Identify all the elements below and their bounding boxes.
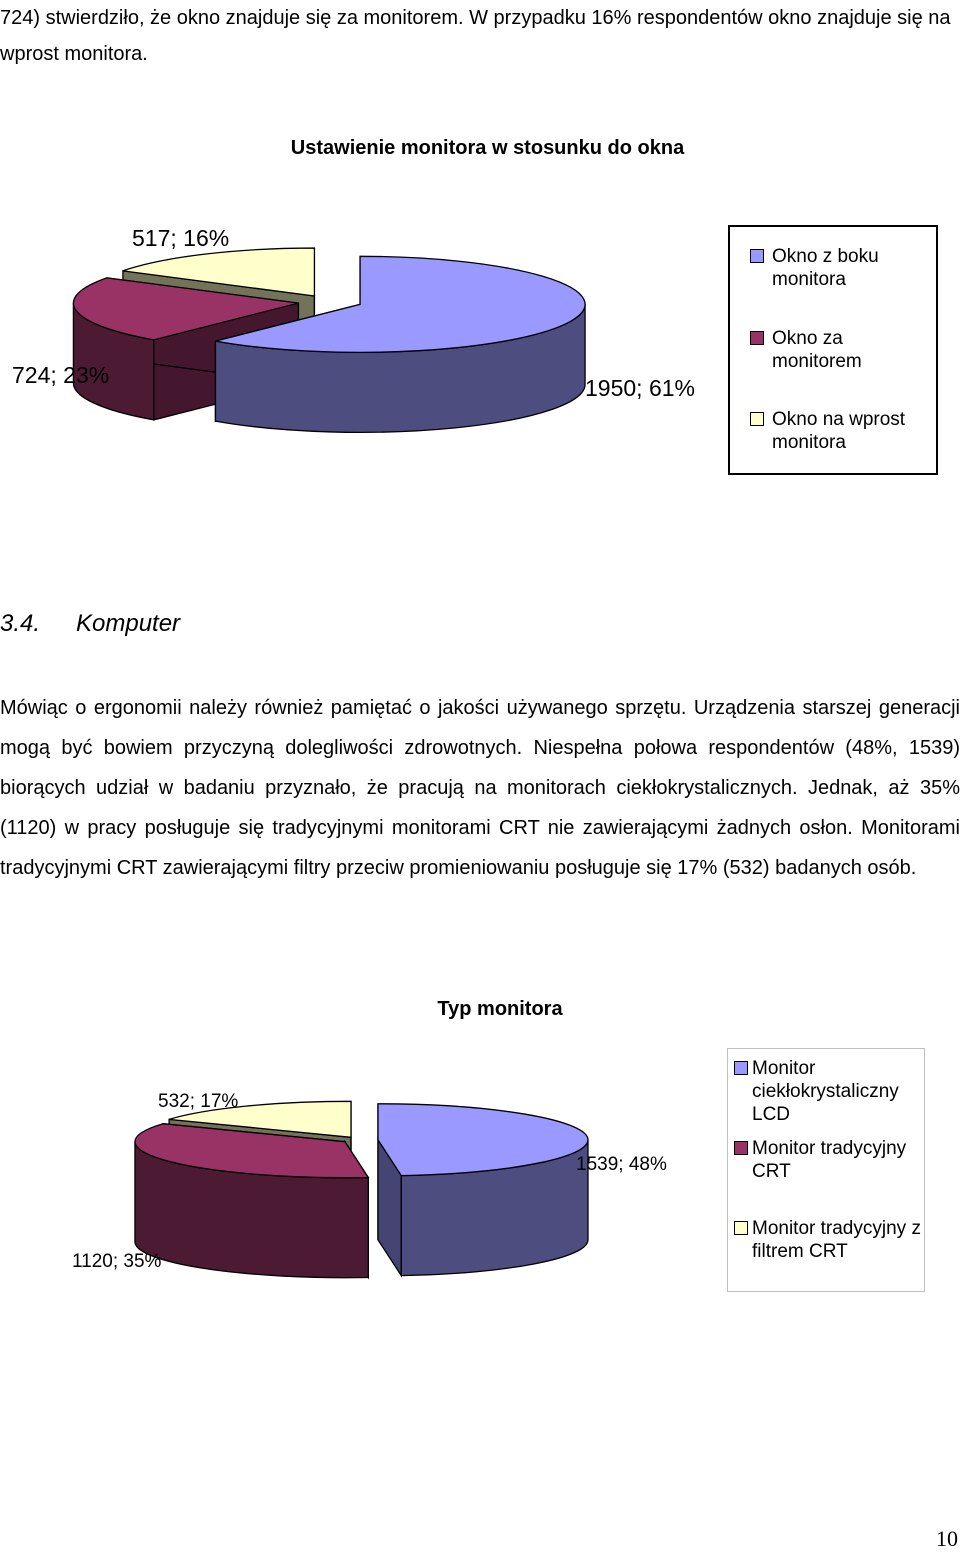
pie-slice-1 (135, 1124, 368, 1278)
chart2-title: Typ monitora (437, 998, 563, 1020)
page-number: 10 (936, 1526, 958, 1551)
legend-label: Monitor tradycyjny CRT (752, 1138, 907, 1182)
data-label: 1539; 48% (576, 1154, 667, 1175)
legend-label: Monitor ciekłokrystaliczny LCD (752, 1058, 899, 1125)
legend-swatch (734, 1061, 748, 1075)
legend-swatch (734, 1141, 748, 1155)
pie-slices (73, 248, 585, 432)
legend-swatch (750, 331, 764, 345)
chart1-legend (728, 225, 938, 475)
section-heading (0, 610, 180, 638)
legend-label: Okno z boku monitora (772, 246, 879, 290)
section-title: Komputer (76, 610, 181, 637)
legend-swatch (750, 249, 764, 263)
intro-paragraph: 724) stwierdziło, że okno znajduje się za monitorem. W przypadku 16% respondentów okno znajduje się na wprost monitora. (0, 7, 951, 65)
pie-slices (135, 1101, 588, 1277)
body-paragraph: Mówiąc o ergonomii należy również pamiętać o jakości używanego sprzętu. Urządzenia starszej generacji mogą być bowiem przyczyną dolegliwości zdrowotnych. Niespełna połowa respondentów (48%, 1539) biorących udział w badaniu przyznało, że pracują na monitorach ciekłokrystalicznych. Jednak, aż 35% (1120) w pracy posługuje się tradycyjnymi monitorami CRT nie zawierającymi żadnych osłon. Monitorami tradycyjnymi CRT zawierającymi filtry przeciw promieniowaniu posługuje się 17% (532) badanych osób. (0, 697, 960, 879)
legend-label: Monitor tradycyjny z filtrem CRT (752, 1218, 921, 1262)
legend-swatch (750, 412, 764, 426)
pie-slice-0 (378, 1104, 588, 1276)
data-label: 1120; 35% (72, 1251, 162, 1272)
chart2-pie (0, 1070, 725, 1290)
data-label: 517; 16% (132, 225, 230, 251)
legend-label: Okno na wprost monitora (772, 409, 906, 453)
legend-label: Okno za monitorem (772, 328, 862, 372)
chart1-title: Ustawienie monitora w stosunku do okna (290, 137, 685, 159)
chart1-pie (0, 190, 730, 450)
section-number: 3.4. (0, 610, 41, 637)
data-label: 532; 17% (158, 1091, 239, 1112)
legend-swatch (734, 1221, 748, 1235)
data-label: 724; 23% (12, 362, 110, 388)
data-label: 1950; 61% (585, 375, 695, 401)
chart2-legend (727, 1048, 925, 1292)
